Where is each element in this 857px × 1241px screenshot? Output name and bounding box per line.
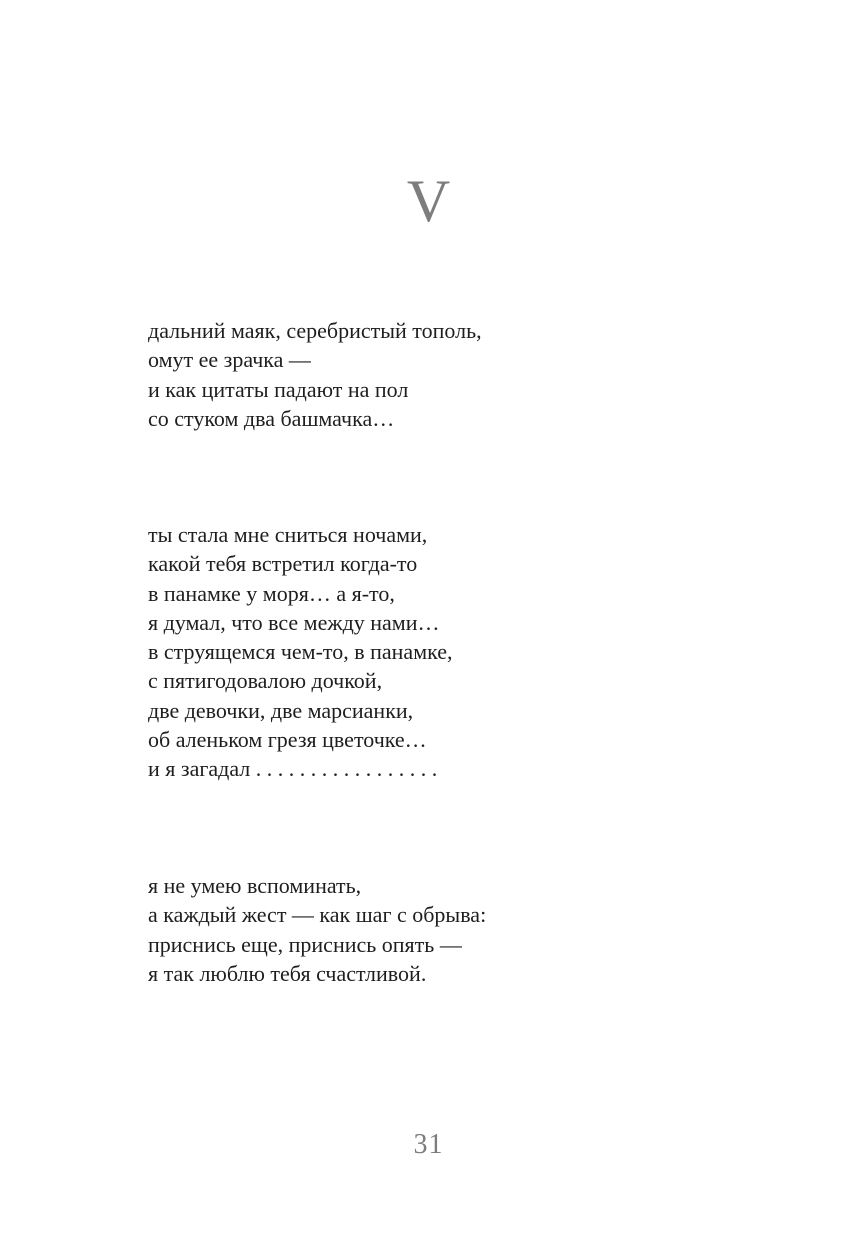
poem-line: ты стала мне сниться ночами, — [148, 522, 428, 547]
poem-line: и как цитаты падают на пол — [148, 376, 409, 402]
section-numeral: V — [406, 168, 451, 234]
poem-line: я не умею вспоминать, — [148, 873, 362, 898]
poem-line: я думал, что все между нами… — [148, 609, 440, 635]
poem-line: дальний маяк, серебристый тополь, — [148, 318, 482, 343]
poem-line: какой тебя встретил когда-то — [148, 551, 418, 577]
poem-line: в панамке у моря… а я-то, — [148, 580, 395, 606]
poem-line: в струящемся чем-то, в панамке, — [148, 639, 453, 665]
page-number: 31 — [413, 1129, 444, 1160]
poem-line: я так люблю тебя счастливой. — [148, 960, 427, 986]
poem-line: и я загадал . . . . . . . . . . . . . . . . . — [148, 756, 438, 782]
poem-line: об аленьком грезя цветочке… — [148, 727, 427, 753]
poem-line: с пятигодовалою дочкой, — [148, 668, 383, 694]
poem-line: приснись еще, приснись опять — — [148, 931, 462, 957]
poem-line: две девочки, две марсианки, — [148, 697, 414, 723]
poem-line: а каждый жест — как шаг с обрыва: — [148, 902, 487, 928]
stanza-3 — [148, 871, 768, 988]
stanza-2 — [148, 520, 768, 784]
poem-line: омут ее зрачка — — [148, 347, 311, 373]
stanza-1 — [148, 316, 768, 433]
poem-line: со стуком два башмачка… — [148, 405, 395, 431]
